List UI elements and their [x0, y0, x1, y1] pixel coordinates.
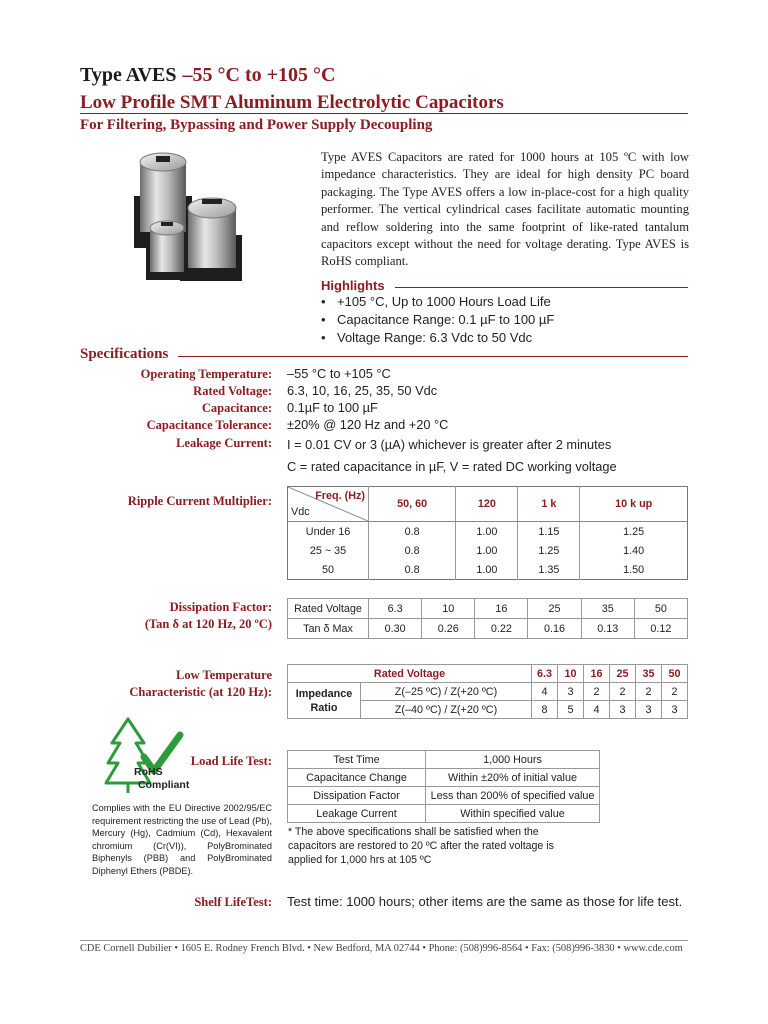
- highlight-item: • +105 °C, Up to 1000 Hours Load Life: [321, 293, 554, 311]
- table-row: [288, 619, 688, 639]
- value-cell: 50: [634, 599, 687, 619]
- value-cell: 10: [422, 599, 475, 619]
- subtitle: Low Profile SMT Aluminum Electrolytic Capacitors: [80, 92, 504, 113]
- value-cell: Within specified value: [426, 805, 600, 823]
- value-cell: 16: [475, 599, 528, 619]
- ripple-table: [287, 486, 688, 580]
- title-rule: [80, 113, 688, 114]
- type-label: Type AVES: [80, 64, 177, 86]
- value-cell: 3: [636, 701, 662, 719]
- compliant-label: Compliant: [138, 779, 190, 791]
- rated-voltage-value: 6.3, 10, 16, 25, 35, 50 Vdc: [287, 383, 438, 398]
- leakage-value-2: C = rated capacitance in µF, V = rated DC working voltage: [287, 459, 617, 474]
- voltage-header: 16: [584, 665, 610, 683]
- intro-paragraph: Type AVES Capacitors are rated for 1000 hours at 105 ºC with low impedance characteristics. They are ideal for high density PC board packaging. The Type AVES offers a low in-place-cost for a high quality performer. The vertical cylindrical cases facilitate automatic mounting and reflow soldering into the same footprint of like-rated tantalum capacitors except without the need for voltage derating. Type AVES is RoHS compliant.: [321, 150, 689, 269]
- row-label: Tan δ Max: [288, 619, 369, 639]
- value-cell: Less than 200% of specified value: [426, 787, 600, 805]
- value-cell: 2: [636, 683, 662, 701]
- table-row: [288, 787, 600, 805]
- table-row: [288, 805, 600, 823]
- freq-header: 120: [456, 487, 518, 522]
- voltage-header: 10: [558, 665, 584, 683]
- value-cell: 1.40: [580, 541, 688, 560]
- value-cell: 0.8: [369, 560, 456, 580]
- corner-freq-label: Freq. (Hz): [315, 490, 365, 502]
- rated-voltage-label: Rated Voltage:: [193, 384, 272, 398]
- value-cell: 3: [558, 683, 584, 701]
- header-cell: Rated Voltage: [288, 665, 532, 683]
- vdc-cell: Under 16: [305, 525, 351, 538]
- operating-temp-label: Operating Temperature:: [140, 367, 272, 381]
- rohs-logo-text: [134, 766, 189, 792]
- shelf-life-label: Shelf LifeTest:: [194, 895, 272, 909]
- highlight-item: • Capacitance Range: 0.1 µF to 100 µF: [321, 311, 554, 329]
- value-cell: 1,000 Hours: [426, 751, 600, 769]
- value-cell: 1.15: [518, 522, 580, 542]
- value-cell: 3: [610, 701, 636, 719]
- row-label: Test Time: [288, 751, 426, 769]
- low-temp-sublabel: Characteristic (at 120 Hz):: [129, 685, 272, 699]
- row-label: Capacitance Change: [288, 769, 426, 787]
- capacitance-value: 0.1µF to 100 µF: [287, 400, 378, 415]
- value-cell: 4: [532, 683, 558, 701]
- temp-range: –55 °C to +105 °C: [182, 64, 336, 86]
- value-cell: 0.30: [369, 619, 422, 639]
- value-cell: 5: [558, 701, 584, 719]
- voltage-header: 25: [610, 665, 636, 683]
- value-cell: 0.12: [634, 619, 687, 639]
- value-cell: Within ±20% of initial value: [426, 769, 600, 787]
- dissipation-label: Dissipation Factor:: [169, 600, 272, 614]
- highlights-rule: [395, 287, 688, 288]
- freq-header: 1 k: [518, 487, 580, 522]
- voltage-header: 6.3: [532, 665, 558, 683]
- ratio-label: Ratio: [310, 701, 338, 714]
- freq-header: 10 k up: [580, 487, 688, 522]
- value-cell: 2: [584, 683, 610, 701]
- capacitance-label: Capacitance:: [201, 401, 272, 415]
- capacitor-photo: [128, 140, 293, 290]
- value-cell: 35: [581, 599, 634, 619]
- dissipation-table: [287, 598, 688, 639]
- freq-header: 50, 60: [369, 487, 456, 522]
- table-row: [288, 751, 600, 769]
- value-cell: 1.35: [518, 560, 580, 580]
- value-cell: 0.16: [528, 619, 581, 639]
- table-row: [288, 665, 688, 683]
- ripple-corner-cell: [288, 487, 369, 522]
- value-cell: 0.26: [422, 619, 475, 639]
- value-cell: 1.00: [456, 522, 518, 542]
- value-cell: 1.00: [456, 560, 518, 580]
- highlights-list: [321, 293, 554, 347]
- value-cell: 0.8: [369, 522, 456, 542]
- load-life-table: [287, 750, 600, 823]
- value-cell: 3: [662, 701, 688, 719]
- load-life-note: * The above specifications shall be satisfied when the capacitors are restored to 20 ºC after the rated voltage is applied for 1,000 hrs at 105 ºC: [288, 826, 554, 866]
- low-temp-label: Low Temperature: [176, 668, 272, 682]
- table-row: [288, 560, 688, 580]
- value-cell: 4: [584, 701, 610, 719]
- value-cell: 2: [610, 683, 636, 701]
- specifications-rule: [178, 356, 688, 357]
- value-cell: 1.25: [580, 522, 688, 542]
- dissipation-sublabel: (Tan δ at 120 Hz, 20 ºC): [144, 617, 272, 631]
- load-life-label: Load Life Test:: [190, 754, 272, 768]
- low-temp-table: [287, 664, 688, 719]
- table-row: [288, 541, 688, 560]
- value-cell: 1.25: [518, 541, 580, 560]
- table-row: [288, 522, 688, 542]
- value-cell: 1.50: [580, 560, 688, 580]
- corner-vdc-label: Vdc: [291, 506, 310, 518]
- specifications-title: Specifications: [80, 346, 169, 362]
- ripple-label: Ripple Current Multiplier:: [127, 494, 272, 508]
- value-cell: 1.00: [456, 541, 518, 560]
- impedance-label: Impedance: [295, 687, 353, 700]
- vdc-cell: 25 ~ 35: [309, 544, 347, 557]
- value-cell: 25: [528, 599, 581, 619]
- table-row: [288, 769, 600, 787]
- rohs-description: Complies with the EU Directive 2002/95/EC requirement restricting the use of Lead (Pb), Mercury (Hg), Cadmium (Cd), Hexavalent chromium (Cr(VI)), PolyBrominated Biphenyls (PBB) and PolyBrominated Diphenyl Ethers (PBDE).: [92, 803, 272, 876]
- row-label: Dissipation Factor: [288, 787, 426, 805]
- table-row: [288, 683, 688, 701]
- value-cell: 0.13: [581, 619, 634, 639]
- tagline: For Filtering, Bypassing and Power Supply Decoupling: [80, 117, 433, 133]
- value-cell: 0.22: [475, 619, 528, 639]
- row-label: Rated Voltage: [288, 599, 369, 619]
- table-row: [288, 599, 688, 619]
- value-cell: 6.3: [369, 599, 422, 619]
- leakage-value-1: I = 0.01 CV or 3 (µA) whichever is greater after 2 minutes: [287, 437, 612, 452]
- value-cell: 8: [532, 701, 558, 719]
- row-label: Z(–40 ºC) / Z(+20 ºC): [361, 701, 532, 719]
- operating-temp-value: –55 °C to +105 °C: [287, 366, 391, 381]
- value-cell: 0.8: [369, 541, 456, 560]
- vdc-cell: 50: [321, 563, 334, 576]
- impedance-ratio-cell: [288, 683, 361, 719]
- rohs-label: RoHS: [134, 766, 163, 778]
- cap-tolerance-label: Capacitance Tolerance:: [146, 418, 272, 432]
- highlight-item: • Voltage Range: 6.3 Vdc to 50 Vdc: [321, 329, 554, 347]
- footer-text: CDE Cornell Dubilier • 1605 E. Rodney French Blvd. • New Bedford, MA 02744 • Phone: (508)996-8564 • Fax: (508)996-3830 • www.cde.com: [80, 943, 683, 954]
- footer-rule: [80, 940, 688, 941]
- highlights-title: Highlights: [321, 278, 385, 293]
- value-cell: 2: [662, 683, 688, 701]
- shelf-life-value: Test time: 1000 hours; other items are the same as those for life test.: [287, 894, 683, 909]
- leakage-label: Leakage Current:: [176, 436, 272, 450]
- voltage-header: 50: [662, 665, 688, 683]
- row-label: Z(–25 ºC) / Z(+20 ºC): [361, 683, 532, 701]
- page-title: [80, 64, 335, 87]
- voltage-header: 35: [636, 665, 662, 683]
- cap-tolerance-value: ±20% @ 120 Hz and +20 °C: [287, 417, 449, 432]
- row-label: Leakage Current: [288, 805, 426, 823]
